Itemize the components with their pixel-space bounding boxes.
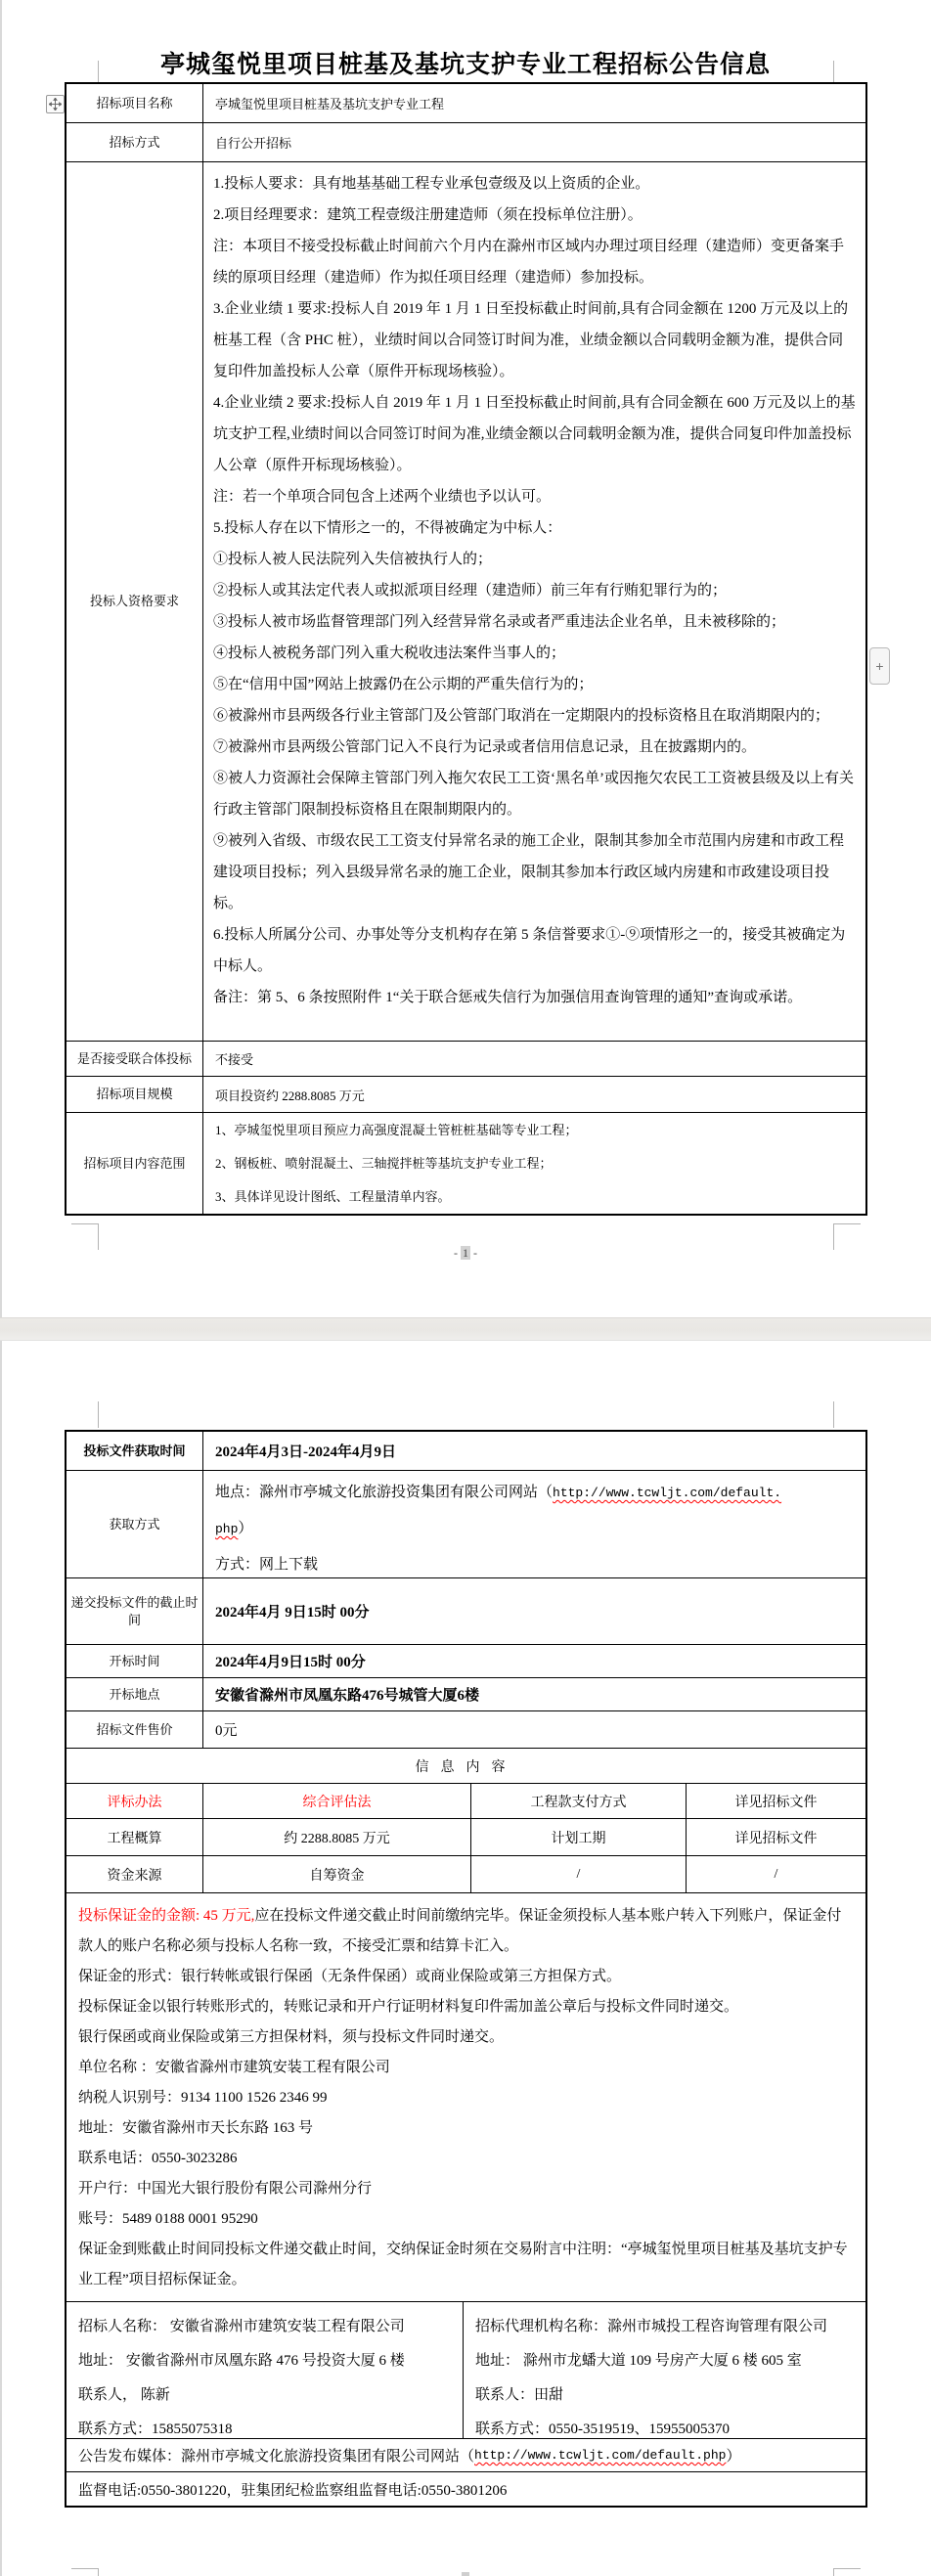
row-value: 亭城玺悦里项目桩基及基坑支护专业工程 <box>215 97 445 111</box>
info-content-header: 信息内容 <box>415 1759 517 1775</box>
paragraph: ②投标人或其法定代表人或拟派项目经理（建造师）前三年有行贿犯罪行为的； <box>213 583 728 599</box>
paragraph: ⑧被人力资源社会保障主管部门列入拖欠农民工工资‘黑名单’或因拖欠农民工工资被县级及以上有关行政主管部门限制投标资格且在限制期限内的。 <box>213 771 854 818</box>
obtain-method-line: 方式：网上下载 <box>215 1557 319 1573</box>
table-row-obtain <box>66 1471 865 1578</box>
row-label: 招标文件售价 <box>66 1711 203 1748</box>
paragraph: ①投标人被人民法院列入失信被执行人的； <box>213 552 493 567</box>
table-move-handle[interactable] <box>46 95 65 113</box>
media-suffix: ） <box>726 2449 741 2465</box>
paragraph: 注：若一个单项合同包含上述两个业绩也予以认可。 <box>213 489 552 505</box>
paragraph: 开户行：中国光大银行股份有限公司滁州分行 <box>78 2181 373 2197</box>
obtain-loc-prefix: 地点：滁州市亭城文化旅游投资集团有限公司网站（ <box>215 1485 554 1500</box>
paragraph: 1.投标人要求：具有地基基础工程专业承包壹级及以上资质的企业。 <box>213 176 650 192</box>
paragraph: ④投标人被税务部门列入重大税收违法案件当事人的； <box>213 645 566 661</box>
obtain-location-line <box>215 1475 856 1547</box>
deposit-lead-paragraph <box>78 1901 856 1962</box>
table-row <box>66 1077 865 1113</box>
table-row-fund <box>66 1856 865 1893</box>
table-row <box>66 1645 865 1678</box>
table-row-eval <box>66 1784 865 1819</box>
paragraph: 3.企业业绩 1 要求:投标人自 2019 年 1 月 1 日至投标截止时间前,具有合同金额在 1200 万元及以上的桩基工程（含 PHC 桩），业绩时间以合同签订时间为准，业绩金额以合同载明金额为准，提供合同复印件加盖投标人公章（原件开标现场核验）。 <box>213 301 849 379</box>
payment-method-label: 工程款支付方式 <box>471 1784 687 1818</box>
row-label: 是否接受联合体投标 <box>66 1042 203 1076</box>
agency-contact-block <box>464 2302 865 2438</box>
deposit-paragraphs <box>78 1962 856 2295</box>
table-row-contacts <box>66 2302 865 2439</box>
expand-plus-button[interactable] <box>869 647 890 685</box>
paragraph: 联系电话：0550-3023286 <box>78 2151 238 2166</box>
paragraph: 地址： 安徽省滁州市凤凰东路 476 号投资大厦 6 楼 <box>78 2353 405 2369</box>
paragraph: 保证金的形式：银行转帐或银行保函（无条件保函）或商业保险或第三方担保方式。 <box>78 1969 622 1984</box>
paragraph: 联系人：田甜 <box>475 2387 564 2403</box>
qualification-text <box>203 162 865 1041</box>
page-separator <box>0 1317 931 1341</box>
fund-slash-1: / <box>471 1856 687 1892</box>
website-url: http://www.tcwljt.com/default. <box>553 1486 782 1500</box>
deposit-amount-red: 投标保证金的金额: 45 万元, <box>78 1908 255 1924</box>
table-row <box>66 1042 865 1077</box>
table-row <box>66 1678 865 1711</box>
deposit-text <box>66 1893 865 2301</box>
website-url-wrap: php <box>215 1522 239 1536</box>
supervision-line: 监督电话:0550-3801220，驻集团纪检监察组监督电话:0550-3801206 <box>78 2482 508 2499</box>
announcement-table-page2 <box>65 1430 867 2508</box>
row-label: 招标方式 <box>66 123 203 161</box>
row-label: 开标时间 <box>66 1645 203 1677</box>
table-row <box>66 1578 865 1645</box>
row-value: 2024年4月3日-2024年4月9日 <box>215 1444 396 1460</box>
row-label: 投标人资格要求 <box>66 162 203 1041</box>
paragraph: 联系人， 陈新 <box>78 2387 170 2403</box>
paragraph: 地址： 滁州市龙蟠大道 109 号房产大厦 6 楼 605 室 <box>475 2353 802 2369</box>
paragraph: 纳税人识别号：9134 1100 1526 2346 99 <box>78 2090 328 2106</box>
announcement-table-page1 <box>65 82 867 1216</box>
table-row-scope <box>66 1113 865 1214</box>
row-label: 获取方式 <box>66 1471 203 1577</box>
table-row-supervision <box>66 2472 865 2506</box>
table-row <box>66 123 865 162</box>
table-row <box>66 84 865 123</box>
footer-prefix: - <box>454 1246 461 1260</box>
footer-suffix: - <box>470 1246 477 1260</box>
row-label: 递交投标文件的截止时间 <box>66 1578 203 1644</box>
paragraph: 1、亭城玺悦里项目预应力高强度混凝土管桩桩基础等专业工程； <box>215 1123 578 1137</box>
payment-method-value: 详见招标文件 <box>734 1795 818 1810</box>
paragraph: 招标代理机构名称：滁州市城投工程咨询管理有限公司 <box>475 2319 828 2334</box>
paragraph: 5.投标人存在以下情形之一的，不得被确定为中标人： <box>213 520 562 536</box>
paragraph: 备注：第 5、6 条按照附件 1“关于联合惩戒失信行为加强信用查询管理的通知”查询或承诺。 <box>213 990 803 1005</box>
row-value: 0元 <box>215 1723 238 1739</box>
table-row <box>66 1432 865 1471</box>
plus-icon: + <box>875 658 884 674</box>
paragraph: 联系方式：0550-3519519、15955005370 <box>475 2421 730 2437</box>
fund-slash-2: / <box>774 1866 778 1882</box>
eval-method-label: 评标办法 <box>66 1784 203 1818</box>
paragraph: ⑤在“信用中国”网站上披露仍在公示期的严重失信行为的； <box>213 677 594 692</box>
row-label: 招标项目内容范围 <box>66 1113 203 1214</box>
paragraph: 2、钢板桩、喷射混凝土、三轴搅拌桩等基坑支护专业工程； <box>215 1156 553 1171</box>
paragraph: 银行保函或商业保险或第三方担保材料，须与投标文件同时递交。 <box>78 2029 505 2045</box>
fund-source-value: 自筹资金 <box>203 1856 471 1892</box>
table-row <box>66 1711 865 1749</box>
table-row-deposit <box>66 1893 865 2302</box>
row-value: 安徽省滁州市凤凰东路476号城管大厦6楼 <box>215 1688 480 1704</box>
table-row-media <box>66 2439 865 2472</box>
table-row-qualification <box>66 162 865 1042</box>
row-label: 招标项目名称 <box>66 84 203 122</box>
row-value: 不接受 <box>215 1052 254 1067</box>
table-row-budget <box>66 1819 865 1856</box>
paragraph: ⑥被滁州市县两级各行业主管部门及公管部门取消在一定期限内的投标资格且在取消期限内的； <box>213 708 830 724</box>
row-label: 投标文件获取时间 <box>66 1432 203 1470</box>
paragraph: 3、具体详见设计图纸、工程量清单内容。 <box>215 1189 451 1204</box>
paragraph: 联系方式：15855075318 <box>78 2421 233 2437</box>
scope-text <box>203 1113 865 1214</box>
move-arrows-icon <box>49 98 62 111</box>
row-label: 招标项目规模 <box>66 1077 203 1112</box>
row-value: 项目投资约 2288.8085 万元 <box>215 1088 365 1103</box>
tenderer-contact-block <box>66 2302 464 2438</box>
paragraph: 招标人名称： 安徽省滁州市建筑安装工程有限公司 <box>78 2319 405 2334</box>
paragraph: 4.企业业绩 2 要求:投标人自 2019 年 1 月 1 日至投标截止时间前,具有合同金额在 600 万元及以上的基坑支护工程,业绩时间以合同签订时间为准,业绩金额以合同载明金额为准，提供合同复印件加盖投标人公章（原件开标现场核验）。 <box>213 395 856 473</box>
page-number-field: 1 <box>463 1246 468 1260</box>
obtain-text <box>203 1471 865 1577</box>
budget-value: 约 2288.8085 万元 <box>203 1819 471 1855</box>
row-value: 2024年4月9日15时 00分 <box>215 1655 366 1670</box>
paragraph: 账号：5489 0188 0001 95290 <box>78 2211 258 2227</box>
budget-label: 工程概算 <box>66 1819 203 1855</box>
paragraph: 注：本项目不接受投标截止时间前六个月内在滁州市区域内办理过项目经理（建造师）变更备案手续的原项目经理（建造师）作为拟任项目经理（建造师）参加投标。 <box>213 239 845 286</box>
deposit-lead-rest: 应在投标文件递交截止时间前缴纳完毕。保证金须投标人基本账户转入下列账户，保证金付款人的账户名称必须与投标人名称一致，不接受汇票和结算卡汇入。 <box>78 1908 842 1954</box>
media-prefix: 公告发布媒体：滁州市亭城文化旅游投资集团有限公司网站（ <box>78 2449 475 2465</box>
page-title: 亭城玺悦里项目桩基及基坑支护专业工程招标公告信息 <box>159 52 771 78</box>
table-row-info-header <box>66 1749 865 1784</box>
row-label: 开标地点 <box>66 1678 203 1710</box>
paragraph: ③投标人被市场监督管理部门列入经营异常名录或者严重违法企业名单，且未被移除的； <box>213 614 786 630</box>
obtain-loc-suffix: ） <box>238 1521 253 1536</box>
schedule-label: 计划工期 <box>471 1819 687 1855</box>
fund-source-label: 资金来源 <box>66 1856 203 1892</box>
row-value: 自行公开招标 <box>215 136 292 151</box>
paragraph: 2.项目经理要求：建筑工程壹级注册建造师（须在投标单位注册）。 <box>213 207 643 223</box>
eval-method-value: 综合评估法 <box>203 1784 471 1818</box>
window-left-edge <box>0 0 2 2576</box>
row-value: 2024年4月 9日15时 00分 <box>215 1605 370 1621</box>
media-line <box>66 2439 865 2471</box>
paragraph: 单位名称 ：安徽省滁州市建筑安装工程有限公司 <box>78 2060 390 2075</box>
paragraph: ⑦被滁州市县两级公管部门记入不良行为记录或者信用信息记录，且在披露期内的。 <box>213 739 757 755</box>
schedule-value: 详见招标文件 <box>734 1831 818 1846</box>
page-footer <box>0 1246 931 1261</box>
paragraph: 6.投标人所属分公司、办事处等分支机构存在第 5 条信誉要求①-⑨项情形之一的，接受其被确定为中标人。 <box>213 927 846 974</box>
paragraph: 保证金到账截止时间同投标文件递交截止时间，交纳保证金时须在交易附言中注明：“亭城玺悦里项目桩基及基坑支护专业工程”项目招标保证金。 <box>78 2242 848 2287</box>
page2-footer-sliver <box>462 2572 469 2576</box>
paragraph: 投标保证金以银行转账形式的，转账记录和开户行证明材料复印件需加盖公章后与投标文件同时递交。 <box>78 1999 739 2015</box>
media-url: http://www.tcwljt.com/default.php <box>474 2448 727 2463</box>
paragraph: 地址：安徽省滁州市天长东路 163 号 <box>78 2120 314 2136</box>
paragraph: ⑨被列入省级、市级农民工工资支付异常名录的施工企业，限制其参加全市范围内房建和市政工程建设项目投标；列入县级异常名录的施工企业，限制其参加本行政区域内房建和市政建设项目投标。 <box>213 833 845 911</box>
